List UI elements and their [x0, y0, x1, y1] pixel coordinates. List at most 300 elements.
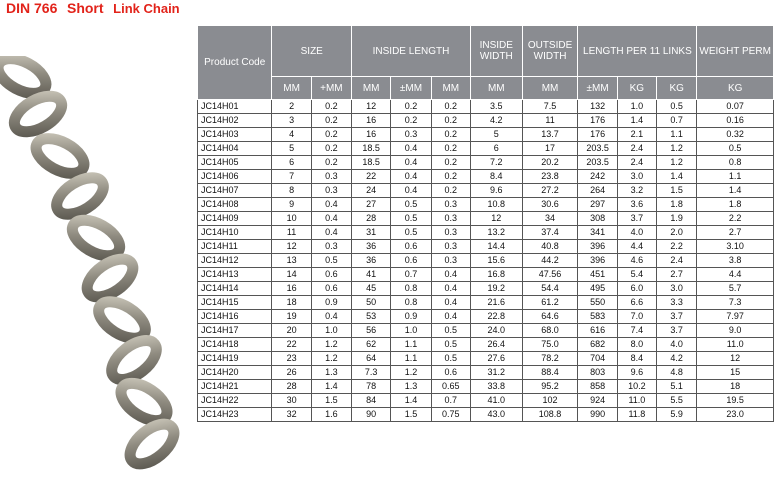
- table-cell: 4.0: [617, 226, 656, 240]
- table-row: [198, 184, 774, 198]
- title-standard: DIN 766: [6, 0, 58, 16]
- table-cell: 616: [578, 324, 617, 338]
- table-cell: 0.2: [431, 114, 470, 128]
- table-cell: 0.8: [391, 282, 431, 296]
- table-cell: 0.9: [391, 310, 431, 324]
- table-cell: 37.4: [522, 226, 578, 240]
- table-row: [198, 366, 774, 380]
- spec-table: [197, 25, 774, 422]
- table-cell: 2.2: [657, 240, 697, 254]
- table-cell: 9.6: [470, 184, 522, 198]
- product-code-cell: JC14H19: [198, 352, 272, 366]
- table-cell: 0.5: [431, 324, 470, 338]
- table-cell: 583: [578, 310, 617, 324]
- table-cell: 1.8: [657, 198, 697, 212]
- table-cell: 1.4: [311, 380, 351, 394]
- table-cell: 1.5: [311, 394, 351, 408]
- table-cell: 451: [578, 268, 617, 282]
- table-cell: 23.0: [697, 408, 774, 422]
- table-cell: 0.3: [391, 128, 431, 142]
- table-cell: 0.4: [391, 170, 431, 184]
- table-cell: 0.3: [431, 240, 470, 254]
- table-cell: 1.0: [311, 324, 351, 338]
- table-cell: 36: [352, 240, 391, 254]
- table-cell: 34: [522, 212, 578, 226]
- product-code-cell: JC14H09: [198, 212, 272, 226]
- table-cell: 47.56: [522, 268, 578, 282]
- table-cell: 27.6: [470, 352, 522, 366]
- table-cell: 22: [352, 170, 391, 184]
- table-cell: 16: [352, 114, 391, 128]
- table-cell: 1.5: [391, 408, 431, 422]
- chain-link: [51, 170, 110, 221]
- table-cell: 53: [352, 310, 391, 324]
- table-cell: 10.2: [617, 380, 656, 394]
- table-cell: 8.4: [617, 352, 656, 366]
- table-cell: 24: [352, 184, 391, 198]
- product-code-cell: JC14H11: [198, 240, 272, 254]
- table-cell: 9.0: [697, 324, 774, 338]
- table-cell: 0.2: [431, 156, 470, 170]
- table-cell: 11: [272, 226, 311, 240]
- table-cell: 341: [578, 226, 617, 240]
- table-cell: 27.2: [522, 184, 578, 198]
- table-cell: 0.4: [431, 296, 470, 310]
- product-code-cell: JC14H12: [198, 254, 272, 268]
- table-cell: 5.5: [657, 394, 697, 408]
- table-cell: 990: [578, 408, 617, 422]
- table-cell: 7.3: [697, 296, 774, 310]
- table-cell: 50: [352, 296, 391, 310]
- table-cell: 19.2: [470, 282, 522, 296]
- table-cell: 704: [578, 352, 617, 366]
- table-cell: 0.16: [697, 114, 774, 128]
- subheader-cell: MM: [431, 77, 470, 100]
- table-row: [198, 352, 774, 366]
- table-cell: 0.6: [391, 240, 431, 254]
- page-title: [6, 0, 186, 20]
- table-cell: 20: [272, 324, 311, 338]
- table-cell: 4.6: [617, 254, 656, 268]
- table-cell: 0.5: [431, 352, 470, 366]
- table-cell: 1.0: [391, 324, 431, 338]
- table-cell: 61.2: [522, 296, 578, 310]
- table-cell: 0.4: [311, 226, 351, 240]
- table-cell: 2.4: [617, 142, 656, 156]
- header-length-per: LENGTH PER 11 LINKS: [578, 26, 697, 77]
- table-cell: 27: [352, 198, 391, 212]
- table-cell: 0.8: [391, 296, 431, 310]
- table-cell: 18.5: [352, 142, 391, 156]
- subheader-cell: MM: [470, 77, 522, 100]
- table-cell: 0.6: [311, 282, 351, 296]
- table-cell: 1.4: [697, 184, 774, 198]
- subheader-cell: KG: [657, 77, 697, 100]
- table-cell: 10.8: [470, 198, 522, 212]
- table-cell: 12: [697, 352, 774, 366]
- table-cell: 2.7: [697, 226, 774, 240]
- table-cell: 1.9: [657, 212, 697, 226]
- table-cell: 3: [272, 114, 311, 128]
- table-cell: 2.2: [697, 212, 774, 226]
- table-cell: 7.0: [617, 310, 656, 324]
- table-cell: 4.0: [657, 338, 697, 352]
- table-cell: 5.7: [697, 282, 774, 296]
- table-cell: 0.2: [431, 184, 470, 198]
- table-cell: 8: [272, 184, 311, 198]
- table-cell: 1.1: [391, 352, 431, 366]
- table-row: [198, 240, 774, 254]
- table-cell: 6.0: [617, 282, 656, 296]
- table-row: [198, 338, 774, 352]
- table-cell: 924: [578, 394, 617, 408]
- table-cell: 7.3: [352, 366, 391, 380]
- table-cell: 1.2: [311, 352, 351, 366]
- table-cell: 9.6: [617, 366, 656, 380]
- table-cell: 17: [522, 142, 578, 156]
- table-cell: 23.8: [522, 170, 578, 184]
- product-code-cell: JC14H23: [198, 408, 272, 422]
- table-cell: 3.7: [657, 324, 697, 338]
- table-cell: 2.4: [657, 254, 697, 268]
- table-cell: 3.6: [617, 198, 656, 212]
- table-cell: 495: [578, 282, 617, 296]
- table-cell: 5.4: [617, 268, 656, 282]
- table-row: [198, 254, 774, 268]
- table-cell: 12: [352, 100, 391, 114]
- table-row: [198, 380, 774, 394]
- subheader-cell: MM: [352, 77, 391, 100]
- table-cell: 0.75: [431, 408, 470, 422]
- chain-link: [123, 417, 181, 472]
- table-row: [198, 268, 774, 282]
- table-cell: 14.4: [470, 240, 522, 254]
- table-cell: 44.2: [522, 254, 578, 268]
- table-cell: 0.3: [431, 212, 470, 226]
- table-cell: 28: [352, 212, 391, 226]
- chain-image: [0, 56, 196, 486]
- product-code-cell: JC14H14: [198, 282, 272, 296]
- table-cell: 1.2: [311, 338, 351, 352]
- table-cell: 4.4: [617, 240, 656, 254]
- table-cell: 1.4: [391, 394, 431, 408]
- table-cell: 9: [272, 198, 311, 212]
- table-cell: 19: [272, 310, 311, 324]
- title-link-chain: Link Chain: [113, 1, 180, 16]
- table-cell: 1.3: [391, 380, 431, 394]
- table-cell: 2.0: [657, 226, 697, 240]
- table-row: [198, 156, 774, 170]
- table-cell: 203.5: [578, 156, 617, 170]
- table-cell: 64.6: [522, 310, 578, 324]
- table-cell: 0.2: [431, 128, 470, 142]
- header-outside-width: OUTSIDE WIDTH: [522, 26, 578, 77]
- table-cell: 3.7: [617, 212, 656, 226]
- table-cell: 16.8: [470, 268, 522, 282]
- table-cell: 31: [352, 226, 391, 240]
- table-row: [198, 226, 774, 240]
- table-cell: 0.5: [431, 338, 470, 352]
- table-cell: 0.4: [431, 268, 470, 282]
- table-cell: 0.2: [431, 100, 470, 114]
- table-cell: 0.8: [697, 156, 774, 170]
- table-cell: 95.2: [522, 380, 578, 394]
- table-cell: 18.5: [352, 156, 391, 170]
- table-row: [198, 142, 774, 156]
- product-code-cell: JC14H17: [198, 324, 272, 338]
- table-cell: 0.3: [431, 254, 470, 268]
- table-cell: 24.0: [470, 324, 522, 338]
- table-cell: 264: [578, 184, 617, 198]
- table-cell: 45: [352, 282, 391, 296]
- table-row: [198, 170, 774, 184]
- table-row: [198, 324, 774, 338]
- table-cell: 30.6: [522, 198, 578, 212]
- product-code-cell: JC14H05: [198, 156, 272, 170]
- table-cell: 0.2: [431, 142, 470, 156]
- table-cell: 1.1: [391, 338, 431, 352]
- product-code-cell: JC14H07: [198, 184, 272, 198]
- chain-link: [8, 89, 67, 139]
- spec-table-body: [198, 100, 774, 422]
- table-row: [198, 212, 774, 226]
- table-cell: 1.8: [697, 198, 774, 212]
- table-cell: 31.2: [470, 366, 522, 380]
- table-cell: 242: [578, 170, 617, 184]
- table-cell: 5.9: [657, 408, 697, 422]
- table-cell: 3.10: [697, 240, 774, 254]
- table-cell: 0.3: [431, 198, 470, 212]
- table-cell: 6: [470, 142, 522, 156]
- header-inside-width: INSIDE WIDTH: [470, 26, 522, 77]
- table-cell: 16: [272, 282, 311, 296]
- table-cell: 3.0: [657, 282, 697, 296]
- table-cell: 5.1: [657, 380, 697, 394]
- table-cell: 14: [272, 268, 311, 282]
- table-cell: 2.1: [617, 128, 656, 142]
- table-cell: 1.0: [617, 100, 656, 114]
- table-cell: 0.4: [311, 310, 351, 324]
- table-cell: 0.65: [431, 380, 470, 394]
- subheader-cell: KG: [697, 77, 774, 100]
- table-cell: 41: [352, 268, 391, 282]
- table-cell: 0.2: [311, 156, 351, 170]
- table-cell: 0.3: [311, 170, 351, 184]
- table-cell: 108.8: [522, 408, 578, 422]
- table-cell: 0.2: [391, 114, 431, 128]
- table-cell: 11: [522, 114, 578, 128]
- table-cell: 297: [578, 198, 617, 212]
- table-cell: 1.4: [617, 114, 656, 128]
- table-cell: 0.5: [657, 100, 697, 114]
- product-code-cell: JC14H15: [198, 296, 272, 310]
- table-cell: 40.8: [522, 240, 578, 254]
- product-code-cell: JC14H10: [198, 226, 272, 240]
- chain-link: [30, 131, 89, 180]
- table-cell: 13.2: [470, 226, 522, 240]
- table-cell: 0.5: [697, 142, 774, 156]
- table-cell: 12: [272, 240, 311, 254]
- table-cell: 19.5: [697, 394, 774, 408]
- table-row: [198, 310, 774, 324]
- table-cell: 0.6: [391, 254, 431, 268]
- table-cell: 12: [470, 212, 522, 226]
- table-cell: 20.2: [522, 156, 578, 170]
- table-cell: 4.4: [697, 268, 774, 282]
- product-code-cell: JC14H02: [198, 114, 272, 128]
- table-cell: 0.7: [657, 114, 697, 128]
- table-cell: 0.5: [391, 212, 431, 226]
- table-cell: 203.5: [578, 142, 617, 156]
- subheader-cell: +MM: [311, 77, 351, 100]
- table-cell: 102: [522, 394, 578, 408]
- table-cell: 1.2: [391, 366, 431, 380]
- table-cell: 11.0: [617, 394, 656, 408]
- table-cell: 2: [272, 100, 311, 114]
- subheader-cell: ±MM: [578, 77, 617, 100]
- table-cell: 0.2: [391, 100, 431, 114]
- header-inside-length: INSIDE LENGTH: [352, 26, 471, 77]
- table-cell: 0.4: [431, 282, 470, 296]
- table-cell: 7: [272, 170, 311, 184]
- table-cell: 64: [352, 352, 391, 366]
- table-cell: 1.1: [657, 128, 697, 142]
- table-cell: 26: [272, 366, 311, 380]
- product-code-cell: JC14H08: [198, 198, 272, 212]
- table-cell: 0.5: [391, 198, 431, 212]
- table-cell: 22: [272, 338, 311, 352]
- table-cell: 0.07: [697, 100, 774, 114]
- table-cell: 41.0: [470, 394, 522, 408]
- table-cell: 0.7: [431, 394, 470, 408]
- table-cell: 33.8: [470, 380, 522, 394]
- table-row: [198, 394, 774, 408]
- title-short: Short: [66, 0, 104, 16]
- table-cell: 0.9: [311, 296, 351, 310]
- table-cell: 0.6: [311, 268, 351, 282]
- table-cell: 396: [578, 240, 617, 254]
- table-cell: 550: [578, 296, 617, 310]
- table-cell: 1.1: [697, 170, 774, 184]
- table-cell: 1.4: [657, 170, 697, 184]
- product-code-cell: JC14H13: [198, 268, 272, 282]
- table-cell: 0.4: [311, 198, 351, 212]
- table-cell: 4: [272, 128, 311, 142]
- table-cell: 15.6: [470, 254, 522, 268]
- product-code-cell: JC14H01: [198, 100, 272, 114]
- table-cell: 13: [272, 254, 311, 268]
- table-cell: 0.5: [391, 226, 431, 240]
- table-cell: 682: [578, 338, 617, 352]
- table-cell: 132: [578, 100, 617, 114]
- table-cell: 3.7: [657, 310, 697, 324]
- table-cell: 84: [352, 394, 391, 408]
- subheader-cell: MM: [272, 77, 311, 100]
- table-cell: 0.3: [431, 226, 470, 240]
- table-cell: 8.4: [470, 170, 522, 184]
- table-cell: 7.4: [617, 324, 656, 338]
- table-row: [198, 408, 774, 422]
- table-cell: 0.4: [391, 142, 431, 156]
- table-cell: 803: [578, 366, 617, 380]
- table-cell: 1.3: [311, 366, 351, 380]
- table-row: [198, 128, 774, 142]
- table-cell: 0.7: [391, 268, 431, 282]
- table-cell: 56: [352, 324, 391, 338]
- table-cell: 3.5: [470, 100, 522, 114]
- table-cell: 23: [272, 352, 311, 366]
- table-cell: 26.4: [470, 338, 522, 352]
- table-cell: 13.7: [522, 128, 578, 142]
- table-cell: 7.2: [470, 156, 522, 170]
- header-weight: WEIGHT PERM: [697, 26, 774, 77]
- table-cell: 11.0: [697, 338, 774, 352]
- table-cell: 10: [272, 212, 311, 226]
- table-cell: 0.6: [431, 366, 470, 380]
- table-cell: 0.5: [311, 254, 351, 268]
- table-row: [198, 282, 774, 296]
- table-cell: 6: [272, 156, 311, 170]
- table-cell: 0.2: [311, 142, 351, 156]
- table-cell: 75.0: [522, 338, 578, 352]
- product-code-cell: JC14H06: [198, 170, 272, 184]
- table-cell: 15: [697, 366, 774, 380]
- subheader-cell: MM: [522, 77, 578, 100]
- table-cell: 1.6: [311, 408, 351, 422]
- table-cell: 0.2: [311, 114, 351, 128]
- table-cell: 62: [352, 338, 391, 352]
- table-row: [198, 296, 774, 310]
- table-cell: 3.0: [617, 170, 656, 184]
- table-cell: 28: [272, 380, 311, 394]
- table-cell: 8.0: [617, 338, 656, 352]
- subheader-row: [198, 77, 774, 100]
- table-cell: 5: [470, 128, 522, 142]
- table-row: [198, 198, 774, 212]
- table-cell: 3.2: [617, 184, 656, 198]
- table-cell: 7.97: [697, 310, 774, 324]
- table-cell: 3.3: [657, 296, 697, 310]
- table-cell: 0.4: [431, 310, 470, 324]
- table-cell: 1.2: [657, 142, 697, 156]
- table-cell: 4.2: [657, 352, 697, 366]
- table-cell: 176: [578, 128, 617, 142]
- table-cell: 5: [272, 142, 311, 156]
- product-code-cell: JC14H18: [198, 338, 272, 352]
- table-cell: 32: [272, 408, 311, 422]
- product-code-cell: JC14H21: [198, 380, 272, 394]
- table-cell: 30: [272, 394, 311, 408]
- table-cell: 0.4: [391, 184, 431, 198]
- table-cell: 3.8: [697, 254, 774, 268]
- table-cell: 16: [352, 128, 391, 142]
- table-cell: 18: [272, 296, 311, 310]
- table-cell: 0.2: [431, 170, 470, 184]
- table-row: [198, 100, 774, 114]
- table-cell: 78.2: [522, 352, 578, 366]
- table-cell: 0.4: [311, 212, 351, 226]
- table-cell: 0.3: [311, 240, 351, 254]
- table-cell: 36: [352, 254, 391, 268]
- subheader-cell: ±MM: [391, 77, 431, 100]
- table-cell: 18: [697, 380, 774, 394]
- table-cell: 78: [352, 380, 391, 394]
- product-code-cell: JC14H20: [198, 366, 272, 380]
- table-cell: 0.3: [311, 184, 351, 198]
- product-code-cell: JC14H04: [198, 142, 272, 156]
- product-code-cell: JC14H22: [198, 394, 272, 408]
- table-cell: 0.2: [311, 128, 351, 142]
